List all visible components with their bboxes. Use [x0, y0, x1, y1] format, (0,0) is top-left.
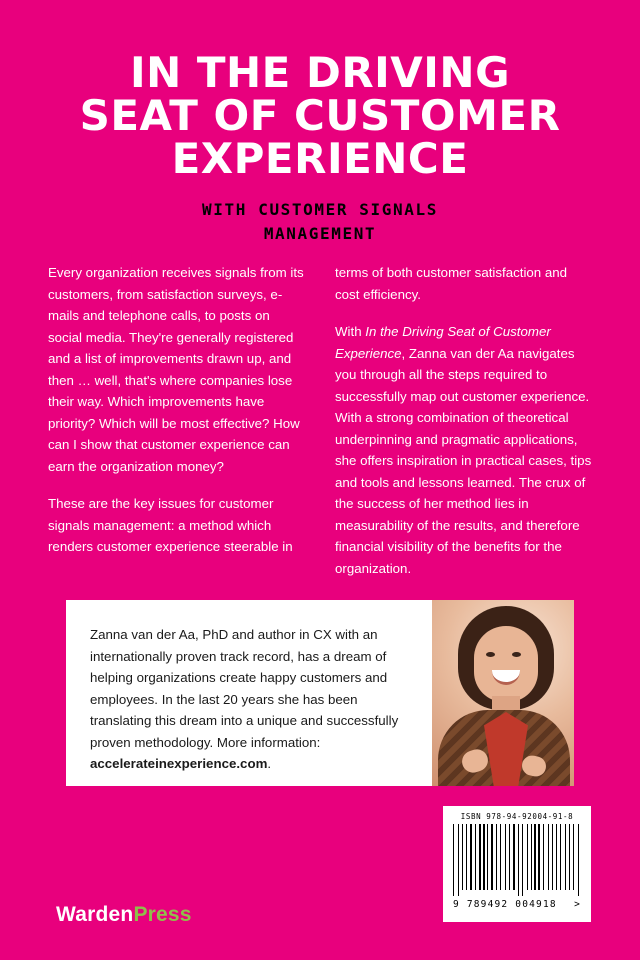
subtitle-line-1: WITH CUSTOMER SIGNALS — [202, 200, 438, 220]
author-website-link[interactable]: accelerateinexperience.com — [90, 756, 268, 772]
portrait-face — [474, 626, 538, 702]
title-line-3: EXPERIENCE — [171, 133, 469, 183]
blurb-left-column — [48, 262, 307, 579]
isbn-label: ISBN 978-94-92004-91-8 — [460, 812, 574, 821]
blurb-paragraph: These are the key issues for customer signals management: a method which renders customer experience steerable in — [48, 496, 293, 555]
book-title — [0, 48, 640, 183]
blurb-paragraph: terms of both customer satisfaction and cost efficiency. — [335, 265, 568, 302]
isbn-barcode — [443, 806, 591, 922]
portrait-eye-right — [512, 652, 521, 657]
subtitle-line-2: MANAGEMENT — [263, 223, 377, 243]
author-bio-pre: Zanna van der Aa, PhD and author in CX with an internationally proven track record, has a dream of helping organizations create happy customers and employees. In the last 20 years she has been translating this dream into a unique and successfully proven methodology. More information: — [90, 627, 399, 750]
isbn-number: 9 789492 004918 — [453, 899, 557, 910]
author-photo — [432, 600, 574, 786]
book-subtitle — [0, 198, 640, 244]
blurb-paragraph: Every organization receives signals from its customers, from satisfaction surveys, e-mails and telephone calls, to posts on social media. They're generally registered and a list of improvements drawn up, and then … well, that's where companies lose their way. Which improvements have priority? Which will be most effective? How can I show that customer experience can earn the organization money? — [48, 265, 304, 474]
isbn-terminator: > — [574, 899, 581, 910]
isbn-number-row — [451, 896, 583, 910]
blurb-text-post: , Zanna van der Aa navigates you through all the steps required to successfully map out customer experience. With a strong combination of theoretical underpinning and pragmatic applications, she offers inspiration in practical cases, tips and tools and lessons learned. The crux of the success of her method lies in measurability of the results, and therefore financial visibility of the benefits for the organization. — [335, 345, 592, 576]
title-block — [0, 48, 640, 245]
author-bio-post: . — [267, 756, 272, 772]
blurb-right-column — [335, 262, 594, 579]
portrait-eye-left — [486, 652, 495, 657]
publisher-name-second: Press — [133, 903, 192, 926]
author-bio-paragraph — [90, 624, 414, 775]
publisher-logo — [56, 903, 192, 927]
blurb-text-pre: With — [335, 324, 366, 340]
barcode-bars — [451, 824, 583, 896]
blurb-paragraph — [335, 321, 594, 579]
publisher-name-first: Warden — [56, 903, 134, 926]
author-bio-box — [66, 600, 574, 786]
title-line-1: IN THE DRIVING — [129, 48, 511, 97]
title-line-2: SEAT OF CUSTOMER — [79, 90, 561, 140]
author-bio-text — [66, 600, 432, 786]
book-title-italic: In the Driving Seat of Customer Experience — [335, 324, 551, 361]
blurb-columns — [48, 262, 594, 579]
